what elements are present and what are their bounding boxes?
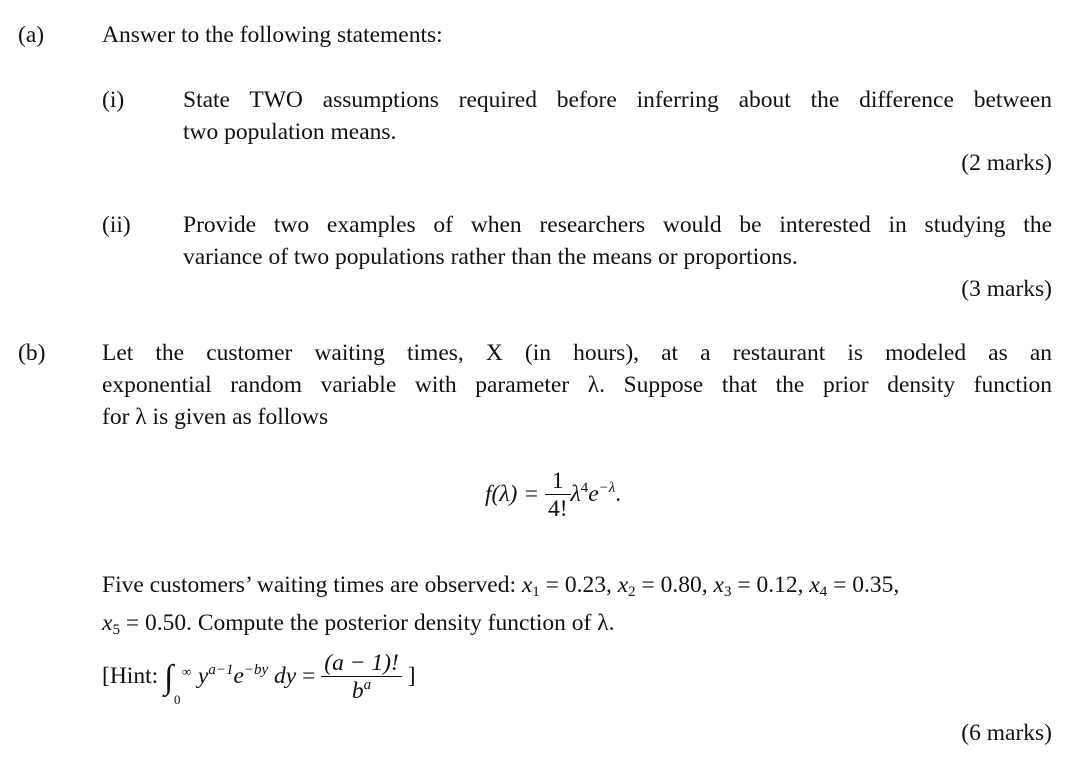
hint-fraction	[321, 650, 402, 705]
obs-4-value: 0.35	[852, 572, 894, 598]
formula-period: .	[615, 480, 622, 507]
obs-3-value: 0.12	[756, 572, 798, 598]
hint-denominator	[321, 677, 402, 705]
part-b-line1: Let the customer waiting times, X (in hours), at a restaurant is modeled as an	[102, 340, 1052, 366]
hint-dy: dy	[274, 662, 297, 689]
integral-lower-limit: 0	[174, 691, 181, 707]
obs-2-var: x	[617, 572, 629, 598]
question-ii-marks: (3 marks)	[961, 276, 1052, 302]
hint-close: ]	[407, 662, 416, 689]
obs-4-var: x	[809, 572, 820, 598]
hint-e-exponent: −by	[243, 661, 269, 678]
part-b-line3: for λ is given as follows	[102, 404, 329, 430]
formula-denominator: 4!	[547, 496, 568, 522]
obs-2-value: 0.80	[660, 572, 702, 598]
observation-4: $x_4 = 0.35$,	[809, 572, 900, 600]
question-ii-line1: Provide two examples of when researchers would be interested in studying the	[183, 212, 1052, 238]
question-i-label: (i)	[102, 87, 125, 113]
formula-numerator: 1	[545, 468, 571, 495]
formula-lhs: f(λ) =	[485, 480, 540, 507]
observation-1: $x_1 = 0.23$,	[521, 572, 612, 600]
formula-e-exponent: −λ	[598, 479, 616, 496]
part-b-label: (b)	[18, 340, 46, 366]
observations-line	[102, 572, 899, 599]
question-ii-text	[183, 209, 1052, 273]
formula-e: e	[588, 480, 599, 507]
formula-lambda-exponent: 4	[580, 479, 589, 496]
observation-2: $x_2 = 0.80$,	[617, 572, 708, 600]
observation-3: $x_3 = 0.12$,	[713, 572, 804, 600]
obs-3-var: x	[713, 572, 724, 598]
obs-1-var: x	[521, 572, 533, 598]
part-b-line2: exponential random variable with parameter λ. Suppose that the prior density function	[102, 372, 1052, 398]
obs-3-sub: 3	[723, 584, 732, 600]
question-i-line1: State TWO assumptions required before inferring about the difference between	[183, 87, 1052, 113]
part-b-marks: (6 marks)	[961, 720, 1052, 746]
question-ii-label: (ii)	[102, 212, 131, 238]
formula-fraction	[545, 468, 571, 523]
part-a-heading: Answer to the following statements:	[102, 22, 443, 48]
hint-e: e	[233, 662, 244, 689]
formula-lambda: λ	[570, 480, 581, 507]
hint-y-exponent: a−1	[208, 661, 234, 678]
compute-instruction: Compute the posterior density function of λ.	[197, 610, 615, 636]
question-i-line2: two population means.	[183, 119, 397, 145]
obs-5-var: x	[102, 610, 113, 636]
question-ii-line2: variance of two populations rather than the means or proportions.	[183, 244, 798, 270]
integral-sign: ∫ ∞ 0	[164, 661, 186, 695]
part-b-text	[102, 337, 1052, 433]
question-i-marks: (2 marks)	[961, 150, 1052, 176]
obs-4-sub: 4	[819, 584, 828, 600]
question-i-text	[183, 84, 1052, 148]
hint-den-exponent: a	[363, 677, 372, 693]
hint-open: [Hint:	[102, 662, 159, 689]
observations-prefix: Five customers’ waiting times are observed:	[102, 572, 522, 598]
hint-y: y	[197, 662, 209, 689]
hint-numerator: (a − 1)!	[321, 650, 402, 677]
obs-1-sub: 1	[532, 584, 540, 600]
part-a-label: (a)	[18, 22, 45, 48]
obs-5-sub: 5	[112, 622, 120, 638]
integral-upper-limit: ∞	[182, 663, 192, 679]
obs-1-value: 0.23	[564, 572, 606, 598]
observations-line-2	[102, 610, 615, 637]
obs-5-value: 0.50	[144, 610, 187, 636]
observation-5: $x_5 = 0.50$.	[102, 610, 192, 638]
obs-2-sub: 2	[628, 584, 636, 600]
hint-equals: =	[302, 662, 316, 689]
hint-den-base: b	[351, 678, 364, 704]
hint	[102, 650, 416, 705]
prior-density-formula	[485, 468, 621, 523]
